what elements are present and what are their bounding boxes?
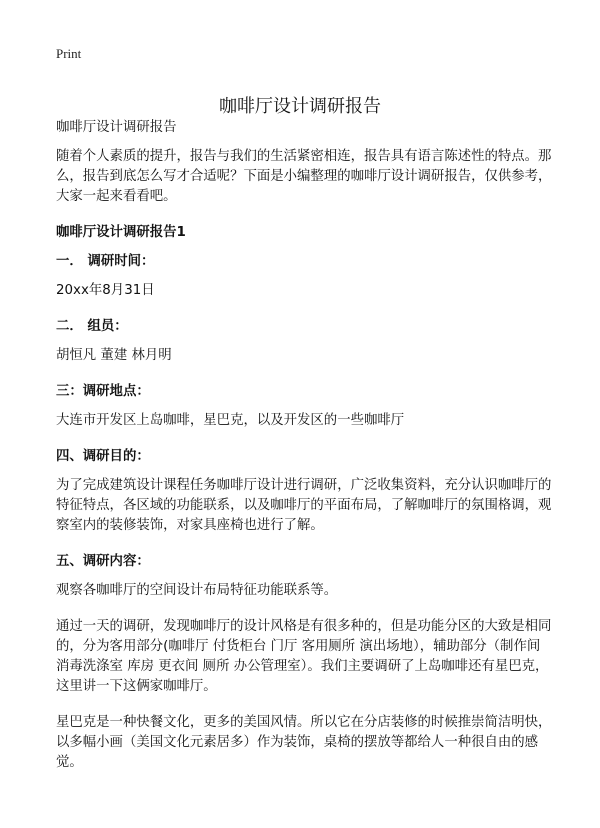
section-location-heading: 三：调研地点：: [56, 384, 150, 399]
section-location-value: 大连市开发区上岛咖啡，星巴克，以及开发区的一些咖啡厅: [56, 413, 405, 428]
document-subtitle: 咖啡厅设计调研报告: [56, 120, 177, 135]
intro-paragraph: 随着个人素质的提升，报告与我们的生活紧密相连，报告具有语言陈述性的特点。那么，报告到底怎么写才合适呢？下面是小编整理的咖啡厅设计调研报告，仅供参考，大家一起来看看吧。: [56, 149, 552, 204]
section-members-heading: 二． 组员：: [56, 319, 128, 334]
content-paragraph-3: 星巴克是一种快餐文化，更多的美国风情。所以它在分店装修的时候推崇简洁明快，以多幅小画（美国文化元素居多）作为装饰，桌椅的摆放等都给人一种很自由的感觉。: [56, 715, 552, 770]
section-purpose-value: 为了完成建筑设计课程任务咖啡厅设计进行调研，广泛收集资料，充分认识咖啡厅的特征特点，各区域的功能联系，以及咖啡厅的平面布局，了解咖啡厅的氛围格调，观察室内的装修装饰，对家具座椅也进行了解。: [56, 478, 552, 533]
content-paragraph-1: 观察各咖啡厅的空间设计布局特征功能联系等。: [56, 583, 338, 598]
content-paragraph-2: 通过一天的调研，发现咖啡厅的设计风格是有很多种的，但是功能分区的大致是相同的，分为客用部分(咖啡厅 付货柜台 门厅 客用厕所 演出场地），辅助部分（制作间 消毒洗涤室 库房 更衣间 厕所 办公管理室）。我们主要调研了上岛咖啡还有星巴克，这里讲一下这俩家咖啡厅。: [56, 619, 552, 694]
page-title: 咖啡厅设计调研报告: [219, 96, 381, 118]
print-link[interactable]: Print: [56, 46, 82, 61]
section-time-value: 20xx年8月31日: [56, 283, 155, 298]
section-purpose-heading: 四、调研目的：: [56, 449, 150, 464]
document-body: [56, 118, 552, 773]
section-time-heading: 一． 调研时间：: [56, 254, 155, 269]
section-content-heading: 五、调研内容：: [56, 554, 150, 569]
report-heading: 咖啡厅设计调研报告1: [56, 225, 186, 240]
section-members-value: 胡恒凡 董建 林月明: [56, 348, 172, 363]
